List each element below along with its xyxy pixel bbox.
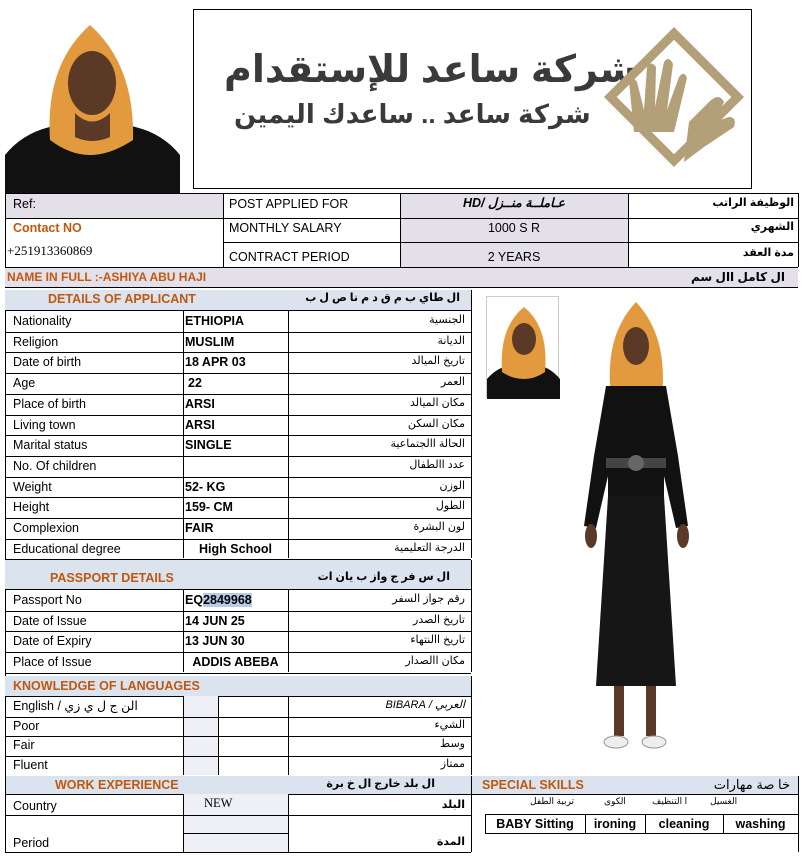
contact-value: +251913360869 <box>7 243 93 258</box>
detail-value: ARSI <box>185 417 215 432</box>
detail-label: Complexion <box>13 521 80 535</box>
company-slogan-arabic: شركة ساعد .. ساعدك اليمين <box>234 99 591 129</box>
full-body-photo <box>566 296 708 756</box>
contract-value: 2 YEARS <box>487 250 541 264</box>
row-divider <box>5 352 471 353</box>
skill-divider <box>585 814 586 833</box>
detail-value: ARSI <box>185 396 215 411</box>
passport-value: 13 JUN 30 <box>185 634 245 649</box>
work-country-value: NEW <box>204 796 233 810</box>
detail-arabic-label: الديانة <box>437 334 465 347</box>
language-arabic-label: العربي / BIBARA <box>385 699 465 711</box>
passport-arabic-label: مكان االصدار <box>405 655 465 668</box>
post-value: HD/ عـاملــة منــزل <box>462 196 566 210</box>
detail-label: Date of birth <box>13 355 82 370</box>
detail-arabic-label: عدد االطفال <box>409 458 465 471</box>
row-divider <box>5 394 471 395</box>
small-portrait-photo <box>486 296 559 398</box>
detail-value: High School <box>199 541 272 556</box>
work-period-label: Period <box>13 836 50 850</box>
table-border <box>471 290 472 558</box>
row-divider <box>5 736 471 737</box>
skills-header: SPECIAL SKILLS <box>482 778 584 792</box>
detail-value: MUSLIM <box>185 334 235 349</box>
passport-value: ADDIS ABEBA <box>192 655 279 670</box>
passport-label: Date of Expiry <box>13 634 92 649</box>
row-divider <box>5 435 471 436</box>
language-arabic-label: الشيء <box>434 718 465 731</box>
skill-arabic-label: الكوى <box>604 796 626 806</box>
detail-arabic-label: العمر <box>440 376 465 389</box>
passport-number-highlight: 2849968 <box>203 593 252 607</box>
work-period-arabic: المدة <box>436 836 465 848</box>
contract-arabic: مدة العقد <box>742 247 794 259</box>
company-name-arabic: شركة ساعد للإستقدام <box>224 49 637 91</box>
detail-arabic-label: مكان السكن <box>407 417 465 430</box>
passport-arabic-label: تاريخ االنتهاء <box>410 634 465 647</box>
detail-arabic-label: مكان الميالد <box>409 396 465 409</box>
detail-arabic-label: الحالة االجتماعية <box>390 438 465 451</box>
work-header: WORK EXPERIENCE <box>55 778 179 792</box>
detail-value: FAIR <box>185 521 214 535</box>
row-divider <box>5 497 471 498</box>
languages-header: KNOWLEDGE OF LANGUAGES <box>13 679 200 693</box>
salary-label: MONTHLY SALARY <box>229 221 342 235</box>
row-divider <box>5 518 471 519</box>
passport-header-arabic: ال س فر ج واز ب يان ات <box>317 571 450 583</box>
table-border <box>218 696 219 775</box>
company-logo-banner <box>193 9 752 189</box>
detail-label: Nationality <box>13 314 72 328</box>
row-divider <box>5 373 471 374</box>
skill-arabic-label: تربية الطفل <box>530 796 575 806</box>
detail-label: Place of birth <box>13 396 86 411</box>
detail-label: No. Of children <box>13 458 97 473</box>
skills-header-arabic: خا صة مهارات <box>713 777 790 792</box>
passport-value: 14 JUN 25 <box>185 613 245 628</box>
detail-label: Height <box>13 500 50 515</box>
row-divider <box>5 611 471 612</box>
row-divider <box>5 456 471 457</box>
detail-value: ETHIOPIA <box>185 314 245 328</box>
passport-arabic-label: رقم جواز السفر <box>392 593 465 605</box>
row-divider <box>5 673 471 674</box>
row-divider <box>5 717 471 718</box>
passport-label: Passport No <box>13 593 82 607</box>
passport-label: Place of Issue <box>13 655 92 670</box>
passport-header: PASSPORT DETAILS <box>50 571 174 585</box>
work-country-arabic: البلد <box>441 799 465 811</box>
skill-arabic-label: الغسيل <box>710 796 738 806</box>
language-label: Fluent <box>13 758 48 773</box>
row-divider <box>5 332 471 333</box>
language-label: English / الن ج ل ي زي <box>13 699 138 713</box>
table-border <box>471 560 472 672</box>
row-divider <box>5 477 471 478</box>
skill-arabic-label: ا التنظيف <box>652 796 688 806</box>
table-border <box>471 676 472 775</box>
skill-divider <box>723 814 724 833</box>
table-border <box>288 310 289 558</box>
table-border <box>288 589 289 672</box>
passport-number-value <box>185 594 252 607</box>
skill-item: washing <box>735 817 786 831</box>
skill-divider <box>485 814 486 833</box>
contract-label: CONTRACT PERIOD <box>229 250 350 264</box>
salary-value: 1000 S R <box>487 221 541 235</box>
full-name-arabic: ال كامل اال سم <box>690 270 785 284</box>
passport-arabic-label: تاريخ الصدر <box>413 613 465 626</box>
detail-value: 52- KG <box>185 479 226 494</box>
table-border <box>183 310 184 558</box>
detail-arabic-label: الوزن <box>439 479 465 492</box>
detail-value: 18 APR 03 <box>185 355 246 370</box>
detail-label: Living town <box>13 417 76 432</box>
headshot-photo <box>5 5 180 193</box>
skill-divider <box>645 814 646 833</box>
contact-label: Contact NO <box>13 221 82 235</box>
post-label: POST APPLIED FOR <box>229 197 349 211</box>
detail-arabic-label: لون البشرة <box>413 521 465 533</box>
skill-item: cleaning <box>658 817 710 831</box>
detail-value: 159- CM <box>185 500 233 515</box>
details-header-arabic: ال طاي ب م ق د م نا ص ل ب <box>305 292 460 304</box>
shaded-cell <box>184 696 218 775</box>
language-arabic-label: ممتاز <box>440 758 465 771</box>
passport-label: Date of Issue <box>13 613 87 628</box>
detail-label: Marital status <box>13 438 88 453</box>
detail-arabic-label: الدرجة التعليمية <box>394 541 465 554</box>
language-arabic-label: وسط <box>440 738 465 751</box>
detail-arabic-label: الطول <box>435 500 465 513</box>
passport-number-prefix: EQ <box>185 593 204 607</box>
detail-arabic-label: تاريخ الميالد <box>411 355 465 368</box>
ref-label: Ref: <box>13 197 36 211</box>
row-divider <box>5 652 471 653</box>
post-arabic: الوظيفة الراتب <box>712 197 794 209</box>
salary-arabic: الشهري <box>750 221 794 233</box>
work-header-arabic: ال بلد خارج ال خ برة <box>326 778 435 790</box>
table-border <box>288 696 289 775</box>
row-divider <box>5 631 471 632</box>
detail-label: Age <box>13 376 36 391</box>
skill-item: BABY Sitting <box>496 817 574 831</box>
detail-label: Weight <box>13 479 52 494</box>
language-label: Poor <box>13 718 40 733</box>
detail-value: SINGLE <box>185 438 232 453</box>
row-divider <box>5 539 471 540</box>
hands-logo-icon <box>589 22 749 182</box>
skill-item: ironing <box>593 817 637 831</box>
row-divider <box>5 756 471 757</box>
details-header: DETAILS OF APPLICANT <box>48 292 196 306</box>
detail-arabic-label: الجنسية <box>429 314 465 326</box>
row-divider <box>5 415 471 416</box>
language-label: Fair <box>13 738 35 753</box>
work-country-label: Country <box>13 799 57 813</box>
detail-value: 22 <box>188 376 202 391</box>
detail-label: Educational degree <box>13 541 121 556</box>
detail-label: Religion <box>13 334 59 349</box>
full-name: NAME IN FULL :-ASHIYA ABU HAJI <box>7 270 207 284</box>
